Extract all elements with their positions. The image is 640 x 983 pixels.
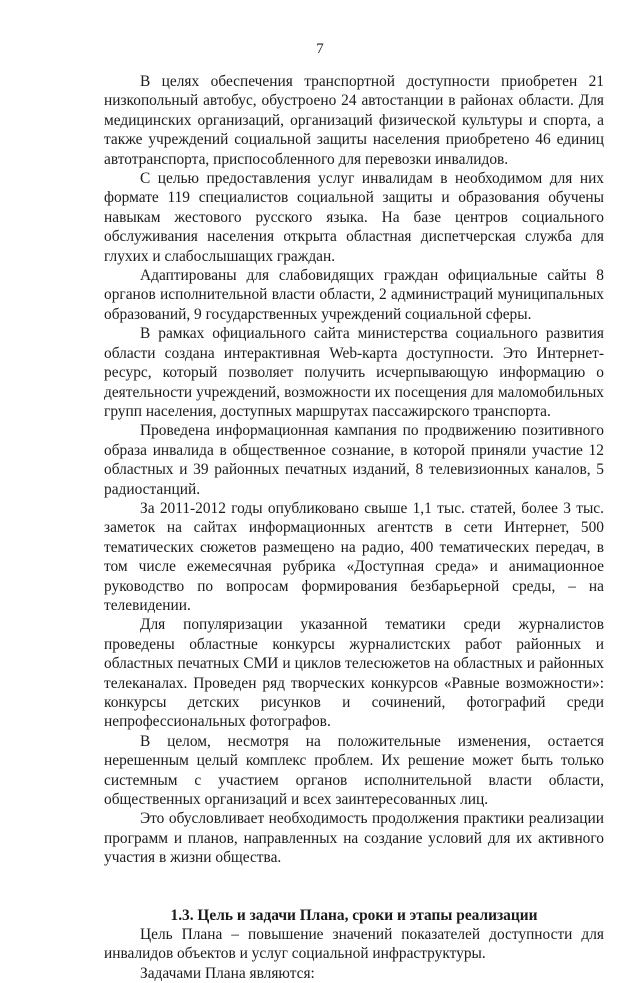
paragraph-websites: Адаптированы для слабовидящих граждан официальные сайты 8 органов исполнительной власти области, 2 администраций муниципальных образований, 9 государственных учреждений социальной сферы. bbox=[104, 267, 604, 323]
paragraph-transport: В целях обеспечения транспортной доступности приобретен 21 низкопольный автобус, обустроено 24 автостанции в районах области. Для медицинских организаций, организаций физической культуры и спорта, а также учреждений социальной защиты населения приобретено 46 единиц автотранспорта, приспособленного для перевозки инвалидов. bbox=[104, 73, 604, 168]
paragraph-problems: В целом, несмотря на положительные изменения, остается нерешенным целый комплекс проблем. Их решение может быть только системным с участием органов исполнительной власти области, общественных организаций и всех заинтересованных лиц. bbox=[104, 732, 604, 809]
paragraph-info-campaign: Проведена информационная кампания по продвижению позитивного образа инвалида в общественное сознание, в которой приняли участие 12 областных и 39 районных печатных изданий, 8 телевизионных каналов, 5 радиостанций. bbox=[104, 422, 604, 498]
paragraph-web-map: В рамках официального сайта министерства социального развития области создана интерактивная Web-карта доступности. Это Интернет-ресурс, который позволяет получить исчерпывающую информацию о деятельности учреждений, возможности их посещения для маломобильных групп населения, доступных маршрутах пассажирского транспорта. bbox=[104, 325, 604, 420]
paragraph-plan-tasks: Задачами Плана являются: bbox=[140, 964, 315, 982]
page-number: 7 bbox=[316, 41, 324, 57]
paragraph-contests: Для популяризации указанной тематики среди журналистов проведены областные конкурсы журналистских работ районных и областных печатных СМИ и циклов телесюжетов на областных и районных телеканалах. Проведен ряд творческих конкурсов «Равные возможности»: конкурсы детских рисунков и сочинений, фотографий среди непрофессиональных фотографов. bbox=[104, 616, 604, 731]
paragraph-necessity: Это обусловливает необходимость продолжения практики реализации программ и планов, направленных на создание условий для их активного участия в жизни общества. bbox=[104, 810, 604, 867]
page-body bbox=[104, 72, 604, 983]
paragraph-plan-goal: Цель Плана – повышение значений показателей доступности для инвалидов объектов и услуг социальной инфраструктуры. bbox=[104, 926, 604, 963]
paragraph-publications: За 2011-2012 годы опубликовано свыше 1,1 тыс. статей, более 3 тыс. заметок на сайтах информационных агентств в сети Интернет, 500 тематических сюжетов размещено на радио, 400 тематических передач, в том числе ежемесячная рубрика «Доступная среда» и анимационное руководство по вопросам формирования безбарьерной среды, – на телевидении. bbox=[104, 499, 604, 614]
paragraph-sign-language: С целью предоставления услуг инвалидам в необходимом для них формате 119 специалистов социальной защиты и образования обучены навыкам жестового русского языка. На базе центров социального обслуживания населения открыта областная диспетчерская служба для глухих и слабослышащих граждан. bbox=[104, 170, 604, 265]
section-heading: 1.3. Цель и задачи Плана, сроки и этапы реализации bbox=[170, 906, 538, 924]
